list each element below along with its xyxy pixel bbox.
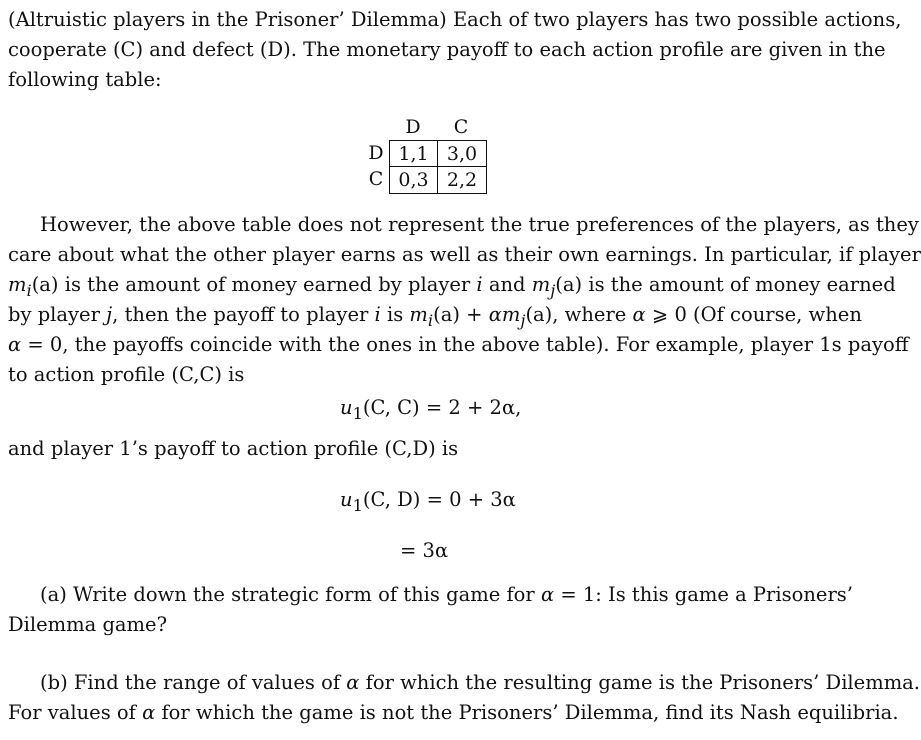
payoff-cell-dd: 1,1: [390, 141, 438, 167]
para2-line-2: care about what the other player earns as well as their own earnings. In particular, if player: [8, 243, 921, 266]
math-alpha: α: [8, 333, 22, 356]
math-j: j: [106, 303, 113, 326]
math-sub-i: i: [427, 310, 434, 330]
math-alpha: α: [142, 701, 156, 724]
payoff-grid: [389, 140, 487, 194]
question-b-text-b: for which the resulting game is the Prisoners’ Dilemma.: [365, 671, 921, 694]
equation-2: [340, 485, 516, 521]
math-sub-1: 1: [352, 495, 363, 515]
para2-line-4-text-c: is: [386, 303, 404, 326]
question-b-text-c: For values of: [8, 701, 136, 724]
row-header-c: C: [368, 168, 384, 190]
math-m: m: [8, 273, 27, 296]
intro-line-3: following table:: [8, 68, 162, 91]
equation-2-text: (C, D) = 0 + 3α: [362, 488, 516, 511]
col-header-d: D: [405, 116, 421, 138]
para3-line: and player 1’s payoff to action profile (C,D) is: [8, 437, 459, 460]
math-alpha: α: [632, 303, 646, 326]
math-sub-j: j: [520, 310, 526, 330]
math-alpha: α: [540, 583, 555, 606]
math-m: m: [409, 303, 428, 326]
math-sub-j: j: [550, 280, 556, 300]
payoff-cell-cc: 2,2: [446, 169, 478, 191]
math-sub-i: i: [26, 280, 32, 300]
question-a-line-1: [40, 580, 853, 610]
intro-line-2: cooperate (C) and defect (D). The monetary payoff to each action profile are given in the: [8, 38, 886, 61]
payoff-cell-cd: 0,3: [390, 167, 438, 193]
para2-line-4-text-a: by player: [8, 303, 100, 326]
equation-1-text: (C, C) = 2 + 2α,: [362, 396, 522, 419]
question-b-line-1: [40, 668, 921, 698]
math-sub-1: 1: [352, 403, 363, 423]
row-header-d: D: [368, 142, 384, 164]
math-i: i: [476, 273, 483, 296]
math-u: u: [340, 396, 353, 419]
para2-line-6: to action profile (C,C) is: [8, 363, 245, 386]
math-m: m: [531, 273, 551, 296]
math-u: u: [340, 488, 353, 511]
para2-line-5: [8, 330, 909, 360]
para2-line-1: However, the above table does not represent the true preferences of the players, as they: [40, 213, 919, 236]
equation-1: [340, 393, 521, 429]
para2-line-3-text-c: (a) is the amount of money earned: [555, 273, 896, 296]
question-b-text-d: for which the game is not the Prisoners’ Dilemma, find its Nash equilibria.: [161, 701, 899, 724]
question-a-line-2: Dilemma game?: [8, 613, 168, 636]
para2-line-3-text-a: (a) is the amount of money earned by player: [31, 273, 471, 296]
para2-line-4-text-d: (a) +: [433, 303, 483, 326]
payoff-table: [364, 114, 504, 196]
intro-line-1: (Altruistic players in the Prisoner’ Dilemma) Each of two players has two possible actions,: [8, 8, 902, 31]
para2-line-3-text-b: and: [488, 273, 526, 296]
question-b-text-a: (b) Find the range of values of: [40, 671, 341, 694]
para2-line-4-text-f: ⩾ 0 (Of course, when: [651, 303, 862, 326]
equation-3: = 3α: [400, 539, 449, 562]
payoff-cell-dc: 3,0: [438, 141, 486, 167]
math-m: m: [501, 303, 521, 326]
math-i: i: [374, 303, 381, 326]
question-b-line-2: [8, 698, 899, 728]
para2-line-5-text: = 0, the payoffs coincide with the ones in the above table). For example, player 1s payoff: [27, 333, 909, 356]
question-a-text-b: = 1: Is this game a Prisoners’: [560, 583, 853, 606]
math-alpha: α: [488, 303, 502, 326]
question-a-text-a: (a) Write down the strategic form of this game for: [40, 583, 535, 606]
para2-line-4-text-e: (a), where: [525, 303, 627, 326]
math-alpha: α: [346, 671, 360, 694]
para2-line-4-text-b: , then the payoff to player: [112, 303, 369, 326]
col-header-c: C: [453, 116, 469, 138]
